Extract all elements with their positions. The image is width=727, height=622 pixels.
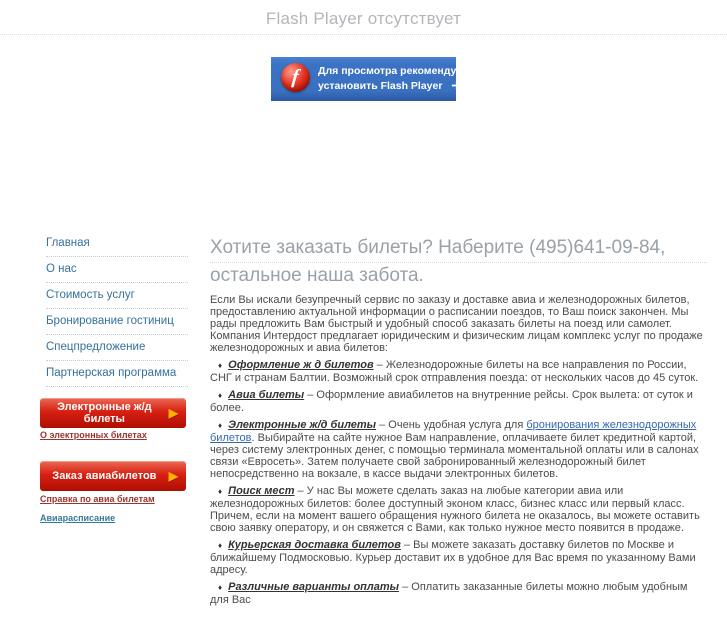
- arrow-right-icon: ▶: [168, 406, 178, 420]
- banner-text: [318, 64, 479, 94]
- intro-text: [210, 294, 707, 354]
- sidebar-item-special-offer[interactable]: Спецпредложение: [46, 335, 188, 361]
- banner-line1: Для просмотра рекомендуется: [318, 65, 479, 77]
- button-label: Электронные ж/д билеты: [57, 401, 152, 425]
- services-list: [210, 359, 707, 606]
- air-schedule-link[interactable]: Авиарасписание: [40, 513, 116, 523]
- service-desc: – Оплатить заказанные билеты можно любым удобным для Вас: [210, 581, 688, 606]
- rail-booking-link[interactable]: бронирования железнодорожных билетов: [210, 419, 697, 444]
- service-desc: – Очень удобная услуга для: [379, 419, 524, 431]
- arrow-right-icon: ▶: [168, 469, 178, 483]
- main-heading-line2: остальное наша забота.: [210, 265, 424, 286]
- banner-line2: установить Flash Player: [318, 80, 443, 92]
- service-title: Различные варианты оплаты: [228, 581, 400, 593]
- service-title: Курьерская доставка билетов: [228, 539, 401, 551]
- page-title: Flash Player отсутствует: [265, 9, 462, 28]
- flash-player-icon: [281, 63, 310, 92]
- service-desc: – Вы можете заказать доставку билетов по Москве и ближайшему Подмосковью. Курьер доставит их в удобное для Вас время по указанному Вами адресу.: [210, 539, 696, 576]
- electronic-rail-tickets-button[interactable]: [40, 398, 186, 428]
- bullet-diamond-icon: ♦: [218, 361, 223, 370]
- service-item-rail-tickets: [210, 359, 707, 384]
- sidebar-item-hotels[interactable]: Бронирование гостиниц: [46, 309, 188, 335]
- service-desc: – У нас Вы можете сделать заказ на любые категории авиа или железнодорожных билетов: более доступный эконом класс, бизнес класс или первый класс. Причем, если на момент вашего обращения нужного билета не оказалось, вы можете оставить свою заявку оператору, и он свяжется с Вами, как только нужное место появится в продаже.: [210, 485, 700, 534]
- bullet-diamond-icon: ♦: [218, 541, 223, 550]
- bullet-diamond-icon: ♦: [218, 421, 223, 430]
- main-heading-line1: Хотите заказать билеты? Наберите (495)641-09-84,: [210, 237, 707, 263]
- intro-paragraph-1: Если Вы искали безупречный сервис по заказу и доставке авиа и железнодорожных билетов, предоставлению актуальной информации о расписании поездов, то Ваш поиск закончен. Мы рады предложить Вам быстрый и удобный способ заказать билеты на поезд или самолет.: [210, 294, 690, 330]
- sidebar-nav: [46, 231, 188, 387]
- sidebar-item-home[interactable]: Главная: [46, 231, 188, 257]
- order-air-tickets-button[interactable]: [40, 461, 186, 491]
- sidebar-item-partner-program[interactable]: Партнерская программа: [46, 361, 188, 387]
- flash-f-glyph: f: [291, 65, 300, 88]
- bullet-diamond-icon: ♦: [218, 391, 223, 400]
- intro-paragraph-2: Компания Интердост предлагает юридическим и физическим лицам комплекс услуг по продаже железнодорожных и авиа билетов:: [210, 330, 703, 354]
- bullet-diamond-icon: ♦: [218, 487, 223, 496]
- service-title: Поиск мест: [228, 485, 295, 497]
- service-item-payment-options: [210, 581, 707, 606]
- sidebar-item-about[interactable]: О нас: [46, 257, 188, 283]
- service-title: Авиа билеты: [228, 389, 305, 401]
- flash-install-banner[interactable]: [271, 57, 479, 101]
- header-divider: [0, 34, 727, 35]
- service-item-air-tickets: [210, 389, 707, 414]
- service-desc-after: . Выбирайте на сайте нужное Вам направление, оплачиваете билет кредитной картой, через систему электронных денег, с помощью терминала моментальной оплаты или в салонах связи «Евросеть». Затем получаете свой забронированный железнодорожный билет непосредственно на вокзале, в кассе выдачи электронных билетов.: [210, 432, 699, 480]
- bullet-diamond-icon: ♦: [218, 583, 223, 592]
- service-title: Оформление ж д билетов: [228, 359, 374, 371]
- service-desc: – Железнодорожные билеты на все направления по России, СНГ и странам Балтии. Возможный срок отправления поезда: от нескольких часов до 45 суток.: [210, 359, 699, 384]
- main-content: [210, 237, 707, 622]
- arrow-right-icon: ➔: [451, 80, 461, 92]
- button-label: Заказ авиабилетов: [52, 470, 157, 482]
- about-electronic-tickets-link[interactable]: О электронных билетах: [40, 430, 147, 440]
- sidebar-item-prices[interactable]: Стоимость услуг: [46, 283, 188, 309]
- service-item-etickets: [210, 419, 707, 480]
- air-tickets-help-link[interactable]: Справка по авиа билетам: [40, 494, 155, 504]
- service-item-seat-search: [210, 485, 707, 534]
- service-title: Электронные ж/д билеты: [228, 419, 377, 431]
- service-desc: – Оформление авиабилетов на внутренние рейсы. Срок вылета: от суток и более.: [210, 389, 693, 414]
